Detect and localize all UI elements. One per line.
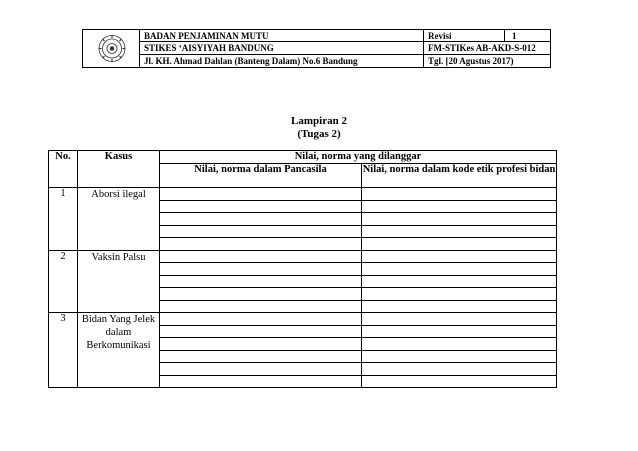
form-code: FM-STIKes AB-AKD-S-012 <box>428 43 536 54</box>
pancasila-answer-cell[interactable] <box>160 300 362 313</box>
kode-etik-answer-cell[interactable] <box>362 325 557 338</box>
kode-etik-answer-cell[interactable] <box>362 350 557 363</box>
pancasila-answer-cell[interactable] <box>160 313 362 326</box>
kode-etik-answer-cell[interactable] <box>362 188 557 201</box>
row-kasus: Aborsi ilegal <box>78 188 160 251</box>
col-header-group: Nilai, norma yang dilanggar <box>160 151 557 164</box>
assessment-table <box>48 150 557 388</box>
row-no: 2 <box>49 250 78 313</box>
kode-etik-answer-cell[interactable] <box>362 288 557 301</box>
task-subtitle: (Tugas 2) <box>297 128 341 140</box>
row-kasus: Bidan Yang Jelek dalam Berkomunikasi <box>78 313 160 388</box>
document-header <box>82 29 551 68</box>
pancasila-answer-cell[interactable] <box>160 363 362 376</box>
date-row <box>424 55 550 67</box>
pancasila-answer-cell[interactable] <box>160 238 362 251</box>
institution-block <box>140 30 424 67</box>
pancasila-answer-cell[interactable] <box>160 338 362 351</box>
school-name: STIKES ‘AISYIYAH BANDUNG <box>140 42 423 54</box>
kode-etik-answer-cell[interactable] <box>362 313 557 326</box>
document-meta <box>424 30 550 67</box>
kode-etik-answer-cell[interactable] <box>362 338 557 351</box>
col-header-no: No. <box>49 151 78 188</box>
kode-etik-answer-cell[interactable] <box>362 375 557 388</box>
pancasila-answer-cell[interactable] <box>160 288 362 301</box>
revision-label: Revisi <box>428 31 452 41</box>
pancasila-answer-cell[interactable] <box>160 263 362 276</box>
kode-etik-answer-cell[interactable] <box>362 238 557 251</box>
logo-cell <box>83 30 140 67</box>
kode-etik-answer-cell[interactable] <box>362 263 557 276</box>
form-code-row <box>424 42 550 54</box>
revision-value: 1 <box>512 31 517 41</box>
kode-etik-answer-cell[interactable] <box>362 363 557 376</box>
pancasila-answer-cell[interactable] <box>160 213 362 226</box>
attachment-title: Lampiran 2 <box>291 115 347 127</box>
col-header-kasus: Kasus <box>78 151 160 188</box>
pancasila-answer-cell[interactable] <box>160 325 362 338</box>
pancasila-answer-cell[interactable] <box>160 350 362 363</box>
institution-logo <box>92 34 132 63</box>
row-no: 3 <box>49 313 78 388</box>
kode-etik-answer-cell[interactable] <box>362 200 557 213</box>
pancasila-answer-cell[interactable] <box>160 225 362 238</box>
kode-etik-answer-cell[interactable] <box>362 275 557 288</box>
institution-name: BADAN PENJAMINAN MUTU <box>140 30 423 42</box>
kode-etik-answer-cell[interactable] <box>362 213 557 226</box>
pancasila-answer-cell[interactable] <box>160 275 362 288</box>
kode-etik-answer-cell[interactable] <box>362 225 557 238</box>
kode-etik-answer-cell[interactable] <box>362 250 557 263</box>
pancasila-answer-cell[interactable] <box>160 375 362 388</box>
row-no: 1 <box>49 188 78 251</box>
pancasila-answer-cell[interactable] <box>160 250 362 263</box>
col-header-pancasila: Nilai, norma dalam Pancasila <box>160 164 362 188</box>
col-header-kode-etik: Nilai, norma dalam kode etik profesi bidan <box>362 164 557 188</box>
revision-row <box>424 30 550 42</box>
pancasila-answer-cell[interactable] <box>160 200 362 213</box>
kode-etik-answer-cell[interactable] <box>362 300 557 313</box>
row-kasus: Vaksin Palsu <box>78 250 160 313</box>
institution-address: Jl. KH. Ahmad Dahlan (Banteng Dalam) No.6 Bandung <box>144 55 358 66</box>
document-date: Tgl. [20 Agustus 2017) <box>428 55 514 66</box>
pancasila-answer-cell[interactable] <box>160 188 362 201</box>
